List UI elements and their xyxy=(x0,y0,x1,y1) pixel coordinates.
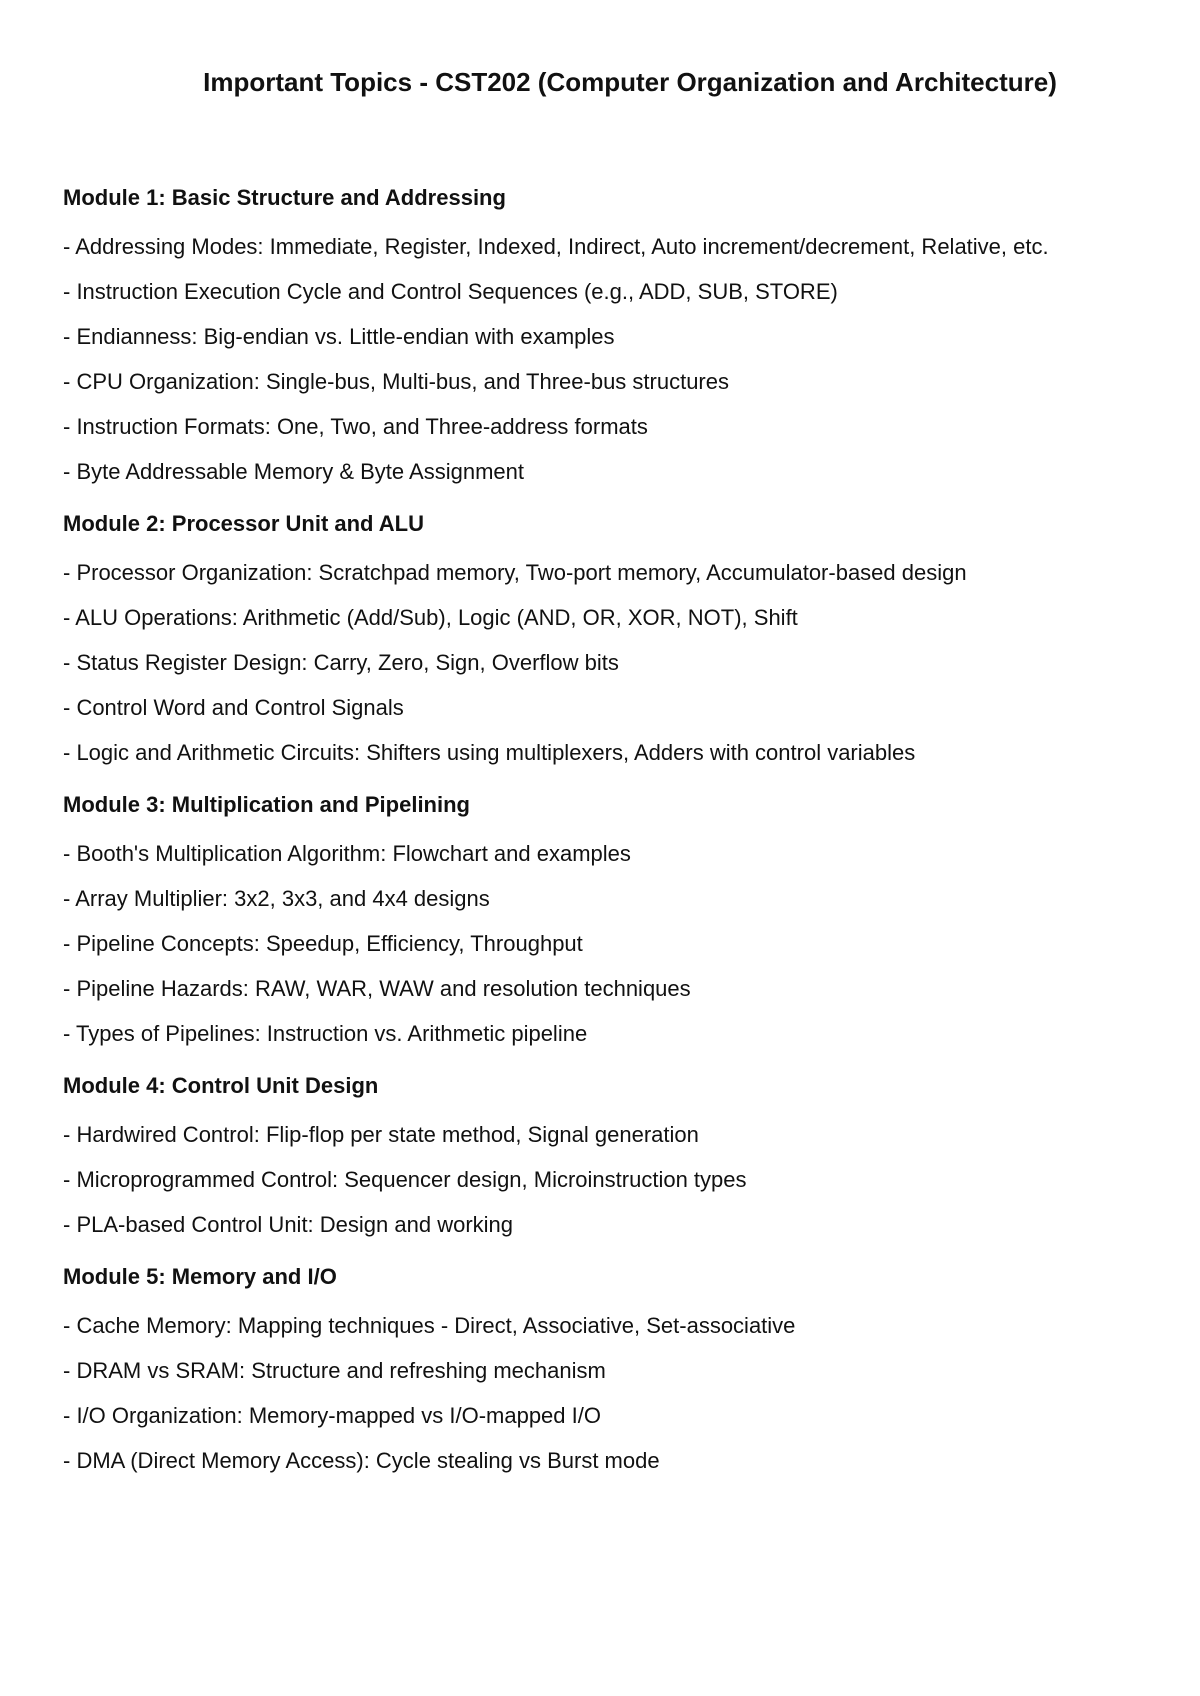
module-5 xyxy=(63,1263,1145,1483)
module-heading: Module 5: Memory and I/O xyxy=(63,1264,337,1289)
topic-item: - ALU Operations: Arithmetic (Add/Sub), Logic (AND, OR, XOR, NOT), Shift xyxy=(63,605,798,630)
topic-list xyxy=(63,1303,1145,1483)
topic-item: - PLA-based Control Unit: Design and working xyxy=(63,1212,514,1237)
topic-item: - Status Register Design: Carry, Zero, Sign, Overflow bits xyxy=(63,650,619,675)
topic-item: - Pipeline Hazards: RAW, WAR, WAW and resolution techniques xyxy=(63,976,691,1001)
document-body xyxy=(63,184,1145,1499)
topic-item: - DRAM vs SRAM: Structure and refreshing mechanism xyxy=(63,1358,606,1383)
topic-item: - CPU Organization: Single-bus, Multi-bus, and Three-bus structures xyxy=(63,369,729,394)
topic-item: - I/O Organization: Memory-mapped vs I/O-mapped I/O xyxy=(63,1403,601,1428)
module-heading: Module 1: Basic Structure and Addressing xyxy=(63,185,506,210)
topic-item: - Addressing Modes: Immediate, Register, Indexed, Indirect, Auto increment/decrement, Relative, etc. xyxy=(63,234,1049,259)
topic-item: - Cache Memory: Mapping techniques - Direct, Associative, Set-associative xyxy=(63,1313,796,1338)
topic-list xyxy=(63,224,1145,494)
module-heading: Module 4: Control Unit Design xyxy=(63,1073,379,1098)
module-heading: Module 3: Multiplication and Pipelining xyxy=(63,792,470,817)
topic-list xyxy=(63,831,1145,1056)
topic-list xyxy=(63,550,1145,775)
topic-item: - Instruction Formats: One, Two, and Three-address formats xyxy=(63,414,648,439)
topic-item: - Byte Addressable Memory & Byte Assignment xyxy=(63,459,524,484)
topic-item: - Pipeline Concepts: Speedup, Efficiency, Throughput xyxy=(63,931,583,956)
module-3 xyxy=(63,791,1145,1056)
topic-item: - Control Word and Control Signals xyxy=(63,695,404,720)
module-heading: Module 2: Processor Unit and ALU xyxy=(63,511,425,536)
module-1 xyxy=(63,184,1145,494)
topic-item: - Processor Organization: Scratchpad memory, Two-port memory, Accumulator-based design xyxy=(63,560,967,585)
topic-item: - Booth's Multiplication Algorithm: Flowchart and examples xyxy=(63,841,631,866)
module-2 xyxy=(63,510,1145,775)
topic-item: - Instruction Execution Cycle and Control Sequences (e.g., ADD, SUB, STORE) xyxy=(63,279,838,304)
topic-item: - Logic and Arithmetic Circuits: Shifters using multiplexers, Adders with control variables xyxy=(63,740,916,765)
topic-item: - Microprogrammed Control: Sequencer design, Microinstruction types xyxy=(63,1167,747,1192)
document-title: Important Topics - CST202 (Computer Organization and Architecture) xyxy=(203,67,1057,97)
topic-item: - Endianness: Big-endian vs. Little-endian with examples xyxy=(63,324,615,349)
topic-item: - Array Multiplier: 3x2, 3x3, and 4x4 designs xyxy=(63,886,490,911)
topic-item: - Types of Pipelines: Instruction vs. Arithmetic pipeline xyxy=(63,1021,588,1046)
module-4 xyxy=(63,1072,1145,1247)
topic-item: - DMA (Direct Memory Access): Cycle stealing vs Burst mode xyxy=(63,1448,660,1473)
topic-item: - Hardwired Control: Flip-flop per state method, Signal generation xyxy=(63,1122,699,1147)
topic-list xyxy=(63,1112,1145,1247)
